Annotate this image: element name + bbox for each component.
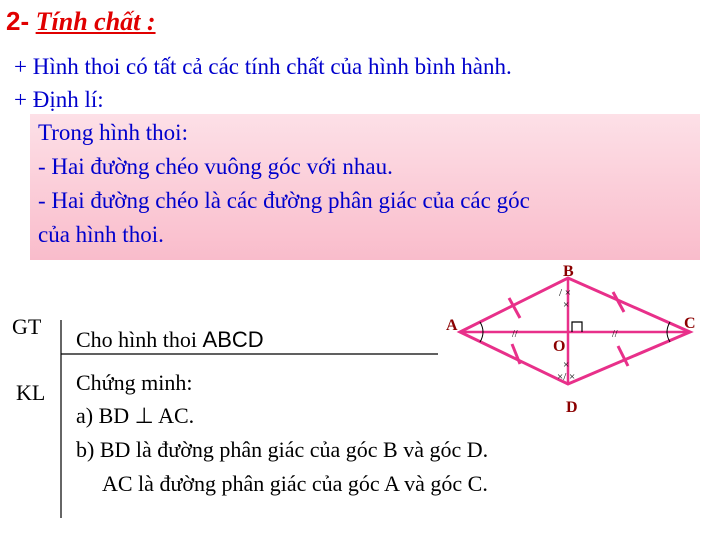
angle-d-cross: × [563, 359, 570, 371]
kl-item-b: b) BD là đường phân giác của góc B và góc D. [76, 437, 489, 462]
angle-d-marks: ×/ × [557, 371, 576, 383]
right-angle-marker [572, 322, 582, 332]
gt-statement-prefix: Cho hình thoi [76, 327, 203, 352]
kl-label: KL [16, 380, 46, 405]
theorem-item-2: - Hai đường chéo là các đường phân giác của các góc [38, 188, 530, 213]
vertex-a-label: A [446, 317, 458, 334]
vertex-b-label: B [563, 263, 574, 280]
property-line: + Hình thoi có tất cả các tính chất của hình bình hành. [14, 54, 512, 79]
kl-title: Chứng minh: [76, 370, 193, 395]
gt-statement-name: ABCD [202, 327, 264, 352]
point-o-label: O [553, 338, 566, 355]
oc-mark: // [612, 329, 618, 340]
angle-b-cross: × [563, 299, 570, 311]
gt-label: GT [12, 314, 42, 339]
oa-mark: // [512, 329, 518, 340]
vertex-d-label: D [566, 399, 578, 416]
theorem-heading: + Định lí: [14, 87, 104, 112]
section-title: Tính chất : [35, 7, 156, 36]
kl-item-b-cont: AC là đường phân giác của góc A và góc C. [102, 471, 488, 496]
vertex-c-label: C [684, 315, 696, 332]
theorem-item-1: - Hai đường chéo vuông góc với nhau. [38, 154, 393, 179]
theorem-item-2-cont: của hình thoi. [38, 222, 164, 247]
section-number: 2- [6, 6, 30, 36]
side-ad-tick [512, 344, 520, 364]
kl-item-a: a) BD ⊥ AC. [76, 403, 195, 428]
angle-b-marks: / × [559, 287, 572, 299]
theorem-intro: Trong hình thoi: [38, 120, 188, 145]
